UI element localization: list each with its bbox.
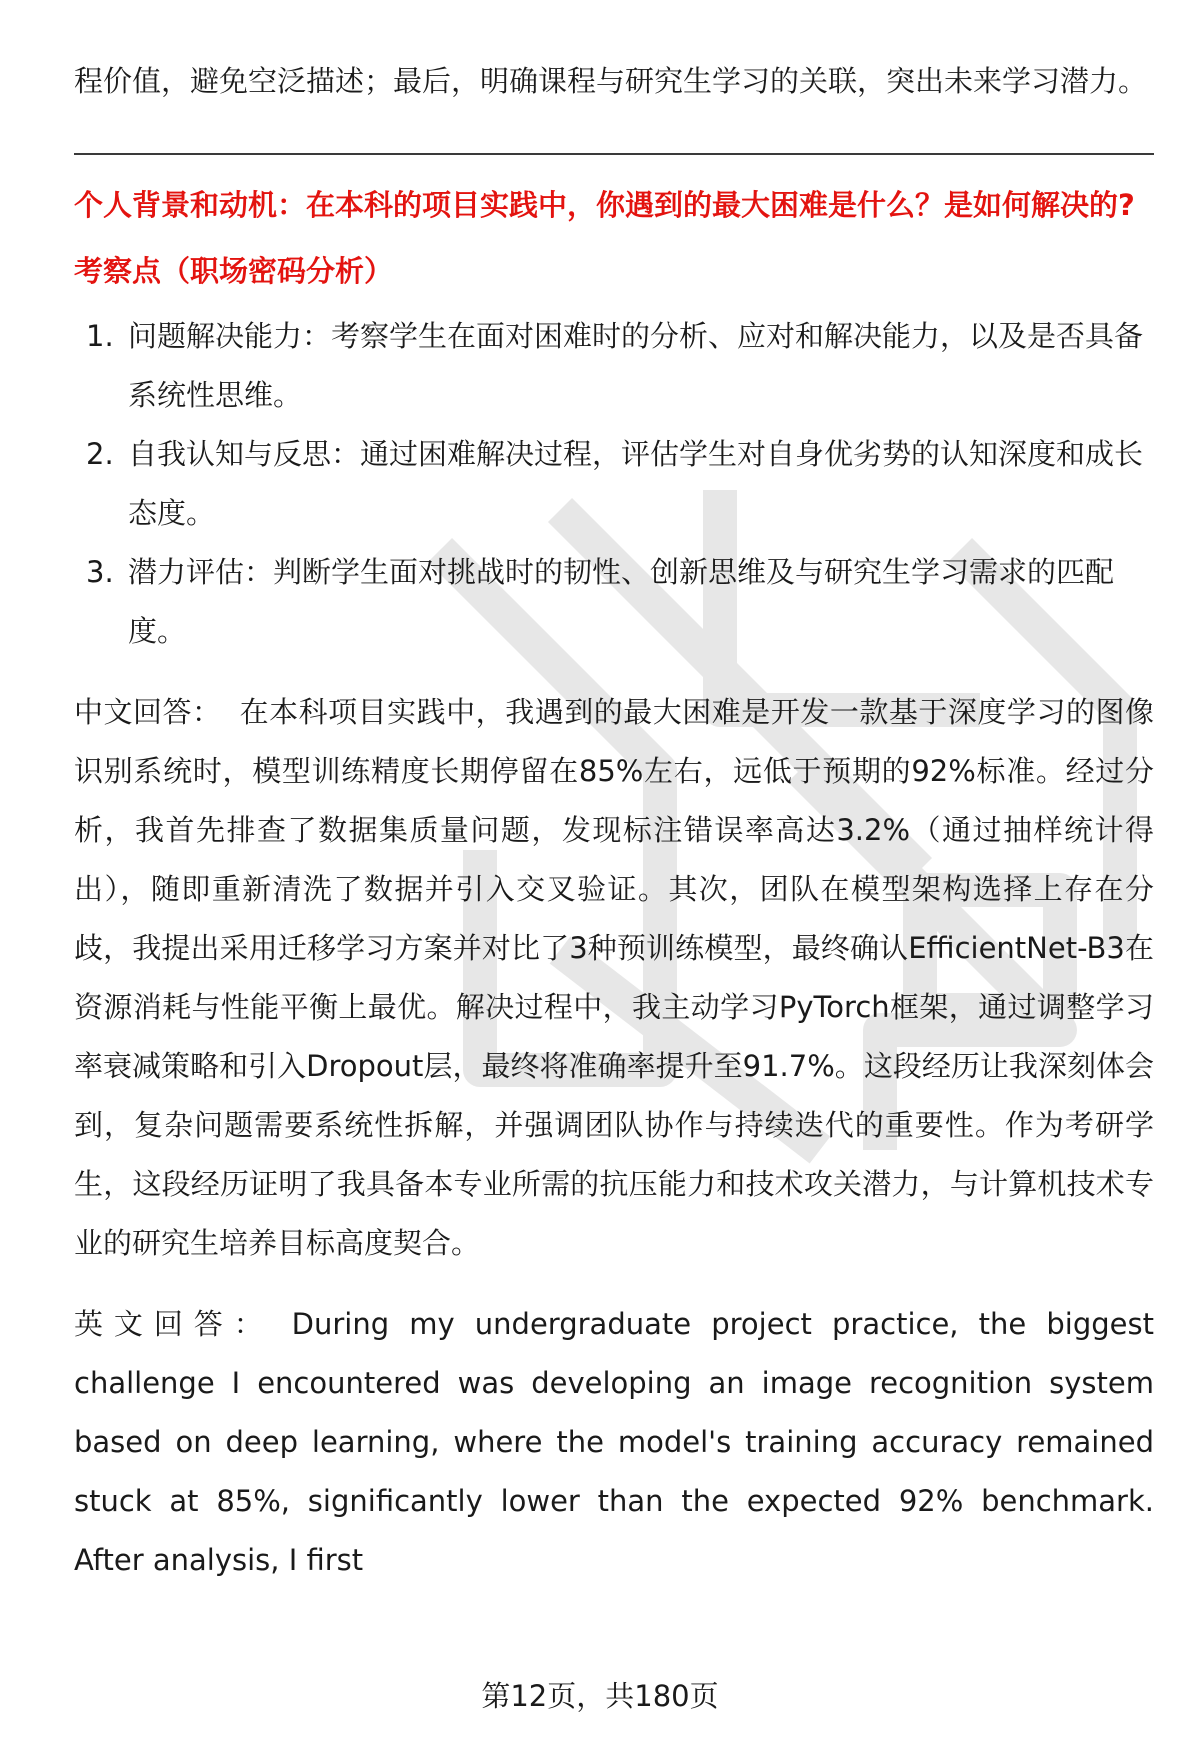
focus-points-list <box>74 307 1154 661</box>
focus-point <box>74 543 1154 661</box>
interview-question: 个人背景和动机：在本科的项目实践中，你遇到的最大困难是什么？是如何解决的? <box>74 188 1135 222</box>
focus-point <box>74 307 1154 425</box>
focus-point <box>74 425 1154 543</box>
focus-point-text: 自我认知与反思：通过困难解决过程，评估学生对自身优劣势的认知深度和成长态度。 <box>128 437 1144 530</box>
english-answer <box>74 1295 1154 1590</box>
focus-heading: 考察点（职场密码分析） <box>74 254 394 288</box>
focus-point-text: 潜力评估：判断学生面对挑战时的韧性、创新思维及与研究生学习需求的匹配度。 <box>128 555 1115 648</box>
focus-point-number: 3. <box>86 555 114 589</box>
page-content <box>74 52 1154 1612</box>
focus-point-text: 问题解决能力：考察学生在面对困难时的分析、应对和解决能力，以及是否具备系统性思维。 <box>128 319 1144 412</box>
chinese-answer <box>74 683 1154 1273</box>
english-answer-label: 英文回答： <box>74 1307 274 1341</box>
chinese-answer-label: 中文回答： <box>74 695 222 729</box>
intro-paragraph-tail: 程价值，避免空泛描述；最后，明确课程与研究生学习的关联，突出未来学习潜力。 <box>74 64 1148 98</box>
page-number-footer: 第12页，共180页 <box>481 1679 719 1713</box>
focus-point-number: 2. <box>86 437 114 471</box>
chinese-answer-text: 在本科项目实践中，我遇到的最大困难是开发一款基于深度学习的图像识别系统时，模型训练精度长期停留在85%左右，远低于预期的92%标准。经过分析，我首先排查了数据集质量问题，发现标注错误率高达3.2%（通过抽样统计得出），随即重新清洗了数据并引入交叉验证。其次，团队在模型架构选择上存在分歧，我提出采用迁移学习方案并对比了3种预训练模型，最终确认EfficientNet-B3在资源消耗与性能平衡上最优。解决过程中，我主动学习PyTorch框架，通过调整学习率衰减策略和引入Dropout层，最终将准确率提升至91.7%。这段经历让我深刻体会到，复杂问题需要系统性拆解，并强调团队协作与持续迭代的重要性。作为考研学生，这段经历证明了我具备本专业所需的抗压能力和技术攻关潜力，与计算机技术专业的研究生培养目标高度契合。 <box>74 695 1154 1260</box>
english-answer-text: During my undergraduate project practice, the biggest challenge I encountered was developing an image recognition system based on deep learning, where the model's training accuracy remained stuck at 85%, significantly lower than the expected 92% benchmark. After analysis, I first <box>74 1307 1154 1577</box>
section-divider <box>74 153 1154 155</box>
focus-point-number: 1. <box>86 319 114 353</box>
